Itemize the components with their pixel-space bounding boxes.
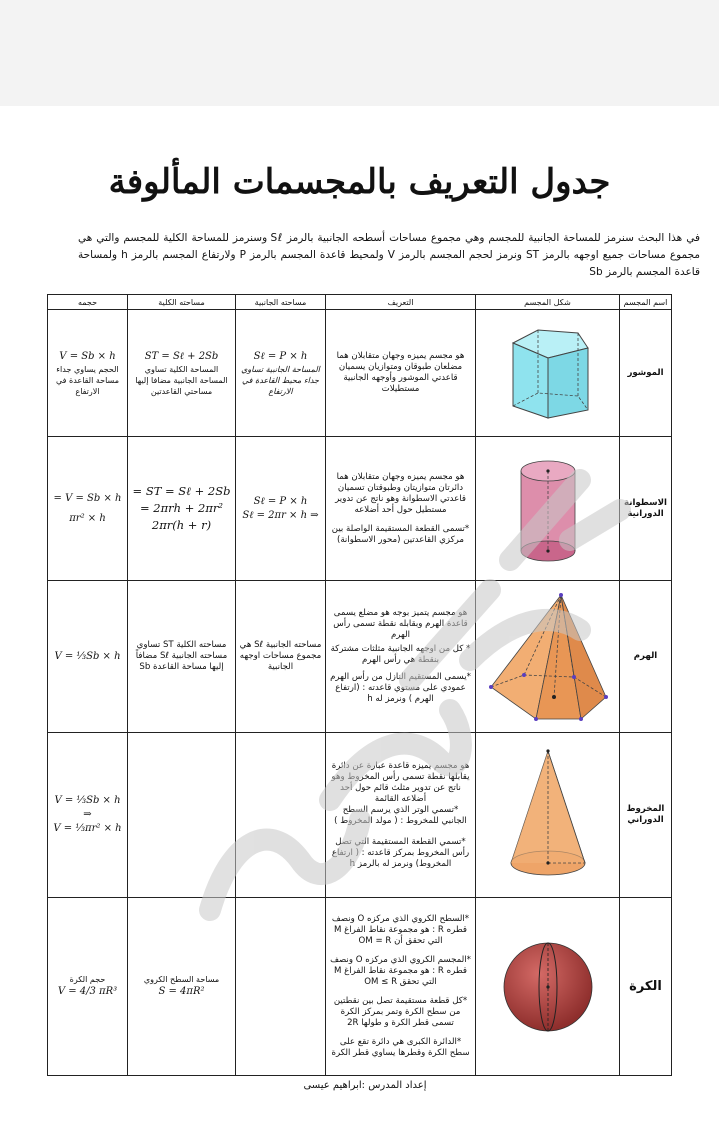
prism-icon bbox=[493, 318, 603, 428]
volume-formula: V = Sb × h bbox=[59, 350, 116, 362]
cylinder-figure bbox=[476, 437, 620, 581]
definition-note-2: *تسمي القطعة المستقيمة التي تصل رأس المخروط بمركز قاعدته : ( ارتفاع المخروط) ونرمز له بالرمز h bbox=[331, 836, 470, 869]
sphere-icon bbox=[493, 932, 603, 1042]
definition-cell bbox=[326, 581, 476, 733]
definition-cell bbox=[326, 898, 476, 1076]
lateral-cell bbox=[236, 310, 326, 437]
lateral-cell bbox=[236, 733, 326, 898]
definition-text: هو مجسم يتميز بوجه هو مضلع يسمى قاعدة الهرم وبقابله نقطة تسمى رأس الهرم bbox=[333, 608, 468, 640]
top-bar bbox=[0, 0, 719, 106]
volume-cell bbox=[48, 733, 128, 898]
definition-cell bbox=[326, 437, 476, 581]
total-text: المساحة الكلية تساوي المساحة الجانبية مضافا إليها مساحتي القاعدتين bbox=[135, 364, 228, 396]
total-cell bbox=[128, 898, 236, 1076]
volume-arrow: ⇒ bbox=[83, 809, 92, 820]
header-total: مساحته الكلية bbox=[128, 295, 236, 310]
volume-formula-2: πr² × h bbox=[69, 512, 106, 524]
volume-formula: V = Sb × h = bbox=[53, 492, 122, 504]
lateral-formula-2: ⇒ Sℓ = 2πr × h bbox=[242, 509, 319, 521]
solid-name: الهرم bbox=[620, 581, 672, 733]
definition-note: *تسمي الوتر الذي يرسم السطح الجانبي للمخروط : ( مولد المخروط ) bbox=[334, 804, 467, 826]
header-name: اسم المجسم bbox=[620, 295, 672, 310]
solid-name: الاسطوانة الدورانية bbox=[620, 437, 672, 581]
lateral-cell bbox=[236, 437, 326, 581]
volume-cell bbox=[48, 310, 128, 437]
solid-name: الكرة bbox=[620, 898, 672, 1076]
table-header-row bbox=[48, 295, 672, 310]
sphere-figure bbox=[476, 898, 620, 1076]
header-lateral: مساحته الجانبية bbox=[236, 295, 326, 310]
table-row bbox=[48, 581, 672, 733]
lateral-formula: Sℓ = P × h bbox=[253, 350, 308, 362]
definition-cell bbox=[326, 733, 476, 898]
total-text: مساحة السطح الكروي bbox=[143, 975, 220, 984]
total-formula-2: 2πrh + 2πr² = bbox=[139, 501, 223, 515]
lateral-cell bbox=[236, 898, 326, 1076]
volume-cell bbox=[48, 898, 128, 1076]
prism-figure bbox=[476, 310, 620, 437]
total-formula-3: 2πr(h + r) bbox=[151, 518, 212, 532]
lateral-text: المساحة الجانبية تساوي جداء محيط القاعدة في الارتفاع bbox=[241, 364, 320, 396]
cone-figure bbox=[476, 733, 620, 898]
solid-name: المخروط الدوراني bbox=[620, 733, 672, 898]
pyramid-figure bbox=[476, 581, 620, 733]
solids-table bbox=[47, 294, 672, 1076]
definition-note: *المجسم الكروي الذي مركزه O ونصف قطره R : هو مجموعة نقاط الفراغ M التي تحقق OM ≤ R bbox=[330, 955, 471, 987]
cylinder-icon bbox=[493, 445, 603, 573]
total-formula: ST = Sℓ + 2Sb = bbox=[132, 484, 231, 498]
definition-text: هو مجسم يميزه وجهان متقابلان هما دائرتان متوازيتان وطبوقتان تسميان قاعدتي الاسطوانة وهو ناتج عن تدوير مستطيل حول أحد أضلاعه bbox=[335, 471, 466, 515]
definition-note-2: *يسمى المستقيم النازل من رأس الهرم عمودي على مستوي قاعدته : (ارتفاع الهرم ) ونرمز له h bbox=[330, 672, 471, 704]
volume-text: حجم الكرة bbox=[69, 975, 106, 984]
volume-cell bbox=[48, 437, 128, 581]
definition-text: هو مجسم يميزه قاعدة عبارة عن دائرة يقابلها نقطة تسمى رأس المخروط وهو ناتج عن تدوير مثلث قائم حول أحد أضلاعه القائمة bbox=[331, 760, 470, 804]
total-cell: مساحته الكلية ST تساوي مساحته الجانبية Sℓ مضافاً إليها مساحة القاعدة Sb bbox=[128, 581, 236, 733]
lateral-formula: Sℓ = P × h bbox=[253, 495, 308, 507]
definition-note-3: *الدائرة الكبرى هي دائرة تقع على سطح الكرة وقطرها يساوي قطر الكرة bbox=[331, 1037, 470, 1058]
definition-note: *تسمى القطعة المستقيمة الواصلة بين مركزي القاعدتين (محور الاسطوانة) bbox=[331, 523, 470, 545]
table-row bbox=[48, 733, 672, 898]
definition-cell: هو مجسم يميزه وجهان متقابلان هما مضلعان طبوقان ومتوازيان يسميان قاعدتي الموشور وأوجهه الجانبية مستطيلات bbox=[326, 310, 476, 437]
total-formula: S = 4πR² bbox=[158, 986, 205, 997]
volume-cell bbox=[48, 581, 128, 733]
header-volume: حجمه bbox=[48, 295, 128, 310]
total-cell bbox=[128, 437, 236, 581]
header-definition: التعريف bbox=[326, 295, 476, 310]
table-row bbox=[48, 898, 672, 1076]
footer-author: إعداد المدرس :ابراهيم عيسى bbox=[303, 1080, 427, 1091]
total-formula: ST = Sℓ + 2Sb bbox=[144, 350, 219, 362]
definition-note-2: *كل قطعة مستقيمة تصل بين نقطتين من سطح الكرة وتمر بمركز الكرة تسمى قطر الكرة و طولها 2R bbox=[333, 996, 468, 1028]
header-shape: شكل المجسم bbox=[476, 295, 620, 310]
pyramid-icon bbox=[476, 587, 616, 727]
table-row bbox=[48, 310, 672, 437]
volume-formula: V = ⅓Sb × h bbox=[54, 795, 121, 806]
page-title: جدول التعريف بالمجسمات المألوفة bbox=[108, 162, 611, 202]
definition-text: *السطح الكروي الذي مركزه O ونصف قطره R : هو مجموعة نقاط الفراغ M التي تحقق أن OM = R bbox=[331, 914, 470, 946]
definition-note: * كل من اوجهه الجانبية مثلثات مشتركة بنقطة هي رأس الهرم bbox=[330, 644, 471, 665]
volume-text: الحجم يساوي جداء مساحة القاعدة في الارتفاع bbox=[56, 364, 119, 396]
volume-formula: V = ⅓Sb × h bbox=[54, 650, 121, 662]
volume-formula: V = 4/3 πR³ bbox=[57, 986, 118, 997]
total-cell bbox=[128, 310, 236, 437]
intro-paragraph: في هذا البحث سنرمز للمساحة الجانبية للمجسم وهي مجموع مساحات أسطحه الجانبية بالرمز Sℓ وسنرمز للمساحة الكلية للمجسم والتي هي مجموع مساحات جميع اوجهه بالرمز ST ونرمز لحجم المجسم بالرمز V ولمحيط قاعدة المجسم بالرمز P ولارتفاع المجسم بالرمز h ولمساحة قاعدة المجسم بالرمز Sb bbox=[78, 232, 700, 278]
table-row bbox=[48, 437, 672, 581]
volume-formula-2: V = ⅓πr² × h bbox=[53, 823, 122, 834]
total-cell bbox=[128, 733, 236, 898]
cone-icon bbox=[493, 745, 603, 885]
solid-name: الموشور bbox=[620, 310, 672, 437]
lateral-cell: مساحته الجانبية Sℓ هي مجموع مساحات اوجهه الجانبية bbox=[236, 581, 326, 733]
